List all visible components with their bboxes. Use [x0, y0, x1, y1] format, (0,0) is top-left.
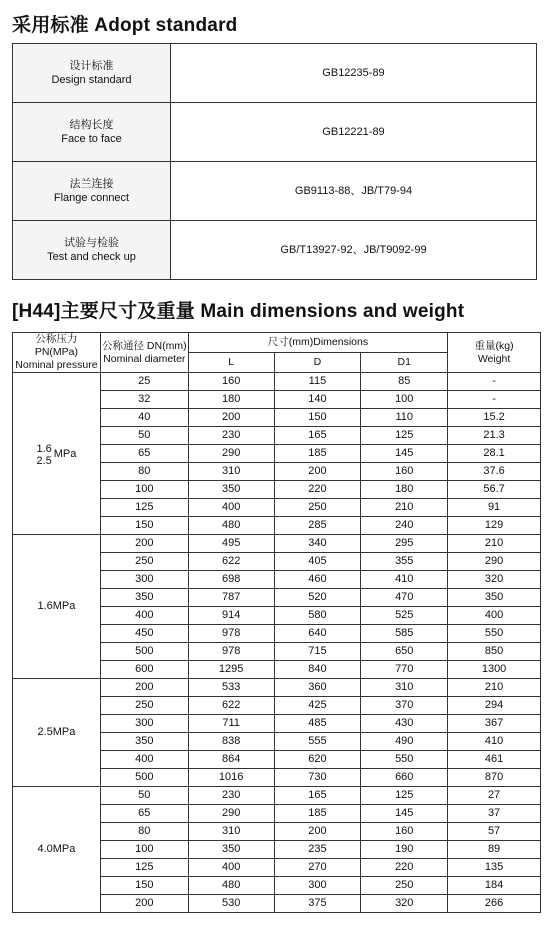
- weight-cell: 461: [448, 751, 541, 769]
- standard-label-en: Flange connect: [53, 192, 130, 204]
- d1-cell: 125: [361, 787, 448, 805]
- weight-cell: 367: [448, 715, 541, 733]
- pressure-cell: 1.6MPa: [13, 535, 101, 679]
- dn-cell: 200: [100, 679, 188, 697]
- weight-cell: 37.6: [448, 463, 541, 481]
- d1-cell: 525: [361, 607, 448, 625]
- d1-cell: 240: [361, 517, 448, 535]
- header-weight-cn: 重量(kg): [474, 339, 514, 352]
- l-cell: 978: [188, 625, 274, 643]
- dn-cell: 65: [100, 445, 188, 463]
- d-cell: 840: [274, 661, 361, 679]
- d-cell: 360: [274, 679, 361, 697]
- standard-label: [13, 103, 171, 162]
- d-cell: 200: [274, 823, 361, 841]
- pressure-values: [36, 443, 51, 467]
- d1-cell: 160: [361, 823, 448, 841]
- d1-cell: 320: [361, 895, 448, 913]
- standard-value: GB12221-89: [171, 103, 537, 162]
- l-cell: 914: [188, 607, 274, 625]
- d1-cell: 220: [361, 859, 448, 877]
- l-cell: 530: [188, 895, 274, 913]
- d1-cell: 550: [361, 751, 448, 769]
- l-cell: 230: [188, 787, 274, 805]
- adopt-standard-table: [12, 43, 537, 280]
- standard-label-en: Test and check up: [47, 251, 136, 263]
- l-cell: 711: [188, 715, 274, 733]
- d1-cell: 100: [361, 391, 448, 409]
- dn-cell: 100: [100, 481, 188, 499]
- d1-cell: 85: [361, 373, 448, 391]
- d-cell: 185: [274, 805, 361, 823]
- dn-cell: 125: [100, 859, 188, 877]
- d-cell: 270: [274, 859, 361, 877]
- d-cell: 340: [274, 535, 361, 553]
- dn-cell: 250: [100, 697, 188, 715]
- standard-value: GB9113-88、JB/T79-94: [171, 162, 537, 221]
- header-L: L: [188, 353, 274, 373]
- dn-cell: 350: [100, 733, 188, 751]
- dn-cell: 150: [100, 517, 188, 535]
- d1-cell: 470: [361, 589, 448, 607]
- header-weight-en: Weight: [477, 352, 511, 365]
- d-cell: 555: [274, 733, 361, 751]
- d1-cell: 295: [361, 535, 448, 553]
- standard-value: GB12235-89: [171, 44, 537, 103]
- d1-cell: 210: [361, 499, 448, 517]
- weight-cell: 870: [448, 769, 541, 787]
- header-dimensions: 尺寸(mm)Dimensions: [188, 333, 447, 353]
- d-cell: 185: [274, 445, 361, 463]
- d-cell: 620: [274, 751, 361, 769]
- weight-cell: 294: [448, 697, 541, 715]
- d1-cell: 160: [361, 463, 448, 481]
- table-row: [13, 373, 541, 391]
- l-cell: 698: [188, 571, 274, 589]
- dn-cell: 80: [100, 463, 188, 481]
- weight-cell: 15.2: [448, 409, 541, 427]
- l-cell: 290: [188, 445, 274, 463]
- pressure-cell: 2.5MPa: [13, 679, 101, 787]
- header-diameter-cn: 公称通径 DN(mm): [102, 339, 187, 352]
- l-cell: 480: [188, 517, 274, 535]
- d-cell: 235: [274, 841, 361, 859]
- d-cell: 425: [274, 697, 361, 715]
- d-cell: 520: [274, 589, 361, 607]
- dn-cell: 600: [100, 661, 188, 679]
- weight-cell: 850: [448, 643, 541, 661]
- weight-cell: 91: [448, 499, 541, 517]
- weight-cell: 184: [448, 877, 541, 895]
- standard-row: [13, 103, 537, 162]
- table-row: [13, 679, 541, 697]
- l-cell: 533: [188, 679, 274, 697]
- pressure-cell: 4.0MPa: [13, 787, 101, 913]
- dn-cell: 450: [100, 625, 188, 643]
- header-D: D: [274, 353, 361, 373]
- d1-cell: 250: [361, 877, 448, 895]
- l-cell: 495: [188, 535, 274, 553]
- d1-cell: 125: [361, 427, 448, 445]
- l-cell: 622: [188, 553, 274, 571]
- dn-cell: 350: [100, 589, 188, 607]
- weight-cell: 89: [448, 841, 541, 859]
- l-cell: 230: [188, 427, 274, 445]
- d1-cell: 180: [361, 481, 448, 499]
- dn-cell: 300: [100, 715, 188, 733]
- dn-cell: 300: [100, 571, 188, 589]
- d-cell: 165: [274, 427, 361, 445]
- d-cell: 150: [274, 409, 361, 427]
- d1-cell: 145: [361, 805, 448, 823]
- table-row: [13, 535, 541, 553]
- d-cell: 165: [274, 787, 361, 805]
- weight-cell: 135: [448, 859, 541, 877]
- weight-cell: -: [448, 391, 541, 409]
- weight-cell: 210: [448, 535, 541, 553]
- weight-cell: 550: [448, 625, 541, 643]
- dn-cell: 250: [100, 553, 188, 571]
- standard-value: GB/T13927-92、JB/T9092-99: [171, 221, 537, 280]
- dn-cell: 200: [100, 895, 188, 913]
- dn-cell: 32: [100, 391, 188, 409]
- dimensions-table: [12, 332, 541, 913]
- weight-cell: 129: [448, 517, 541, 535]
- dn-cell: 150: [100, 877, 188, 895]
- pressure-combined: [36, 443, 76, 467]
- weight-cell: 28.1: [448, 445, 541, 463]
- header-nominal-pressure: [13, 333, 101, 373]
- pressure-unit: MPa: [53, 448, 77, 460]
- d-cell: 250: [274, 499, 361, 517]
- l-cell: 180: [188, 391, 274, 409]
- pressure-cell: [13, 373, 101, 535]
- d1-cell: 190: [361, 841, 448, 859]
- d-cell: 485: [274, 715, 361, 733]
- d-cell: 200: [274, 463, 361, 481]
- d1-cell: 370: [361, 697, 448, 715]
- standard-label: [13, 44, 171, 103]
- dn-cell: 125: [100, 499, 188, 517]
- d1-cell: 410: [361, 571, 448, 589]
- d-cell: 580: [274, 607, 361, 625]
- dn-cell: 50: [100, 787, 188, 805]
- weight-cell: 27: [448, 787, 541, 805]
- l-cell: 200: [188, 409, 274, 427]
- weight-cell: 210: [448, 679, 541, 697]
- dn-cell: 25: [100, 373, 188, 391]
- d-cell: 300: [274, 877, 361, 895]
- dn-cell: 500: [100, 643, 188, 661]
- l-cell: 350: [188, 481, 274, 499]
- dn-cell: 80: [100, 823, 188, 841]
- d-cell: 715: [274, 643, 361, 661]
- standard-row: [13, 162, 537, 221]
- d1-cell: 770: [361, 661, 448, 679]
- standard-label: [13, 162, 171, 221]
- d1-cell: 145: [361, 445, 448, 463]
- weight-cell: -: [448, 373, 541, 391]
- d1-cell: 310: [361, 679, 448, 697]
- weight-cell: 37: [448, 805, 541, 823]
- dn-cell: 65: [100, 805, 188, 823]
- d-cell: 140: [274, 391, 361, 409]
- header-D1: D1: [361, 353, 448, 373]
- l-cell: 787: [188, 589, 274, 607]
- weight-cell: 320: [448, 571, 541, 589]
- l-cell: 480: [188, 877, 274, 895]
- header-pressure-cn: 公称压力 PN(MPa): [34, 333, 79, 358]
- dn-cell: 400: [100, 607, 188, 625]
- d-cell: 460: [274, 571, 361, 589]
- d-cell: 730: [274, 769, 361, 787]
- d1-cell: 430: [361, 715, 448, 733]
- adopt-standard-title: 采用标准 Adopt standard: [12, 15, 238, 36]
- standard-row: [13, 221, 537, 280]
- standard-row: [13, 44, 537, 103]
- l-cell: 310: [188, 463, 274, 481]
- standard-label-cn: 设计标准: [69, 60, 114, 72]
- weight-cell: 400: [448, 607, 541, 625]
- weight-cell: 57: [448, 823, 541, 841]
- l-cell: 1295: [188, 661, 274, 679]
- l-cell: 978: [188, 643, 274, 661]
- l-cell: 350: [188, 841, 274, 859]
- weight-cell: 56.7: [448, 481, 541, 499]
- dn-cell: 50: [100, 427, 188, 445]
- weight-cell: 266: [448, 895, 541, 913]
- d1-cell: 490: [361, 733, 448, 751]
- l-cell: 400: [188, 859, 274, 877]
- weight-cell: 350: [448, 589, 541, 607]
- pressure-value-2: 2.5: [36, 454, 52, 467]
- weight-cell: 410: [448, 733, 541, 751]
- d1-cell: 110: [361, 409, 448, 427]
- l-cell: 838: [188, 733, 274, 751]
- main-dimensions-title: [H44]主要尺寸及重量 Main dimensions and weight: [12, 301, 465, 322]
- standard-label-cn: 试验与检验: [64, 237, 119, 249]
- d-cell: 220: [274, 481, 361, 499]
- d-cell: 115: [274, 373, 361, 391]
- d-cell: 375: [274, 895, 361, 913]
- d1-cell: 585: [361, 625, 448, 643]
- l-cell: 622: [188, 697, 274, 715]
- l-cell: 310: [188, 823, 274, 841]
- l-cell: 864: [188, 751, 274, 769]
- dn-cell: 500: [100, 769, 188, 787]
- weight-cell: 290: [448, 553, 541, 571]
- dn-cell: 100: [100, 841, 188, 859]
- standard-label-en: Face to face: [61, 133, 122, 145]
- standard-label: [13, 221, 171, 280]
- standard-label-cn: 结构长度: [69, 119, 114, 131]
- standard-label-en: Design standard: [51, 74, 132, 86]
- dn-cell: 40: [100, 409, 188, 427]
- d-cell: 285: [274, 517, 361, 535]
- header-nominal-diameter: [100, 333, 188, 373]
- d-cell: 640: [274, 625, 361, 643]
- l-cell: 160: [188, 373, 274, 391]
- header-weight: [448, 333, 541, 373]
- pressure-value-1: 1.6: [36, 442, 52, 455]
- l-cell: 290: [188, 805, 274, 823]
- header-pressure-en: Nominal pressure: [15, 359, 98, 371]
- dn-cell: 200: [100, 535, 188, 553]
- standard-label-cn: 法兰连接: [69, 178, 114, 190]
- dn-cell: 400: [100, 751, 188, 769]
- table-row: [13, 787, 541, 805]
- l-cell: 400: [188, 499, 274, 517]
- weight-cell: 21.3: [448, 427, 541, 445]
- d1-cell: 355: [361, 553, 448, 571]
- d1-cell: 660: [361, 769, 448, 787]
- d1-cell: 650: [361, 643, 448, 661]
- header-diameter-en: Nominal diameter: [103, 352, 186, 365]
- l-cell: 1016: [188, 769, 274, 787]
- weight-cell: 1300: [448, 661, 541, 679]
- d-cell: 405: [274, 553, 361, 571]
